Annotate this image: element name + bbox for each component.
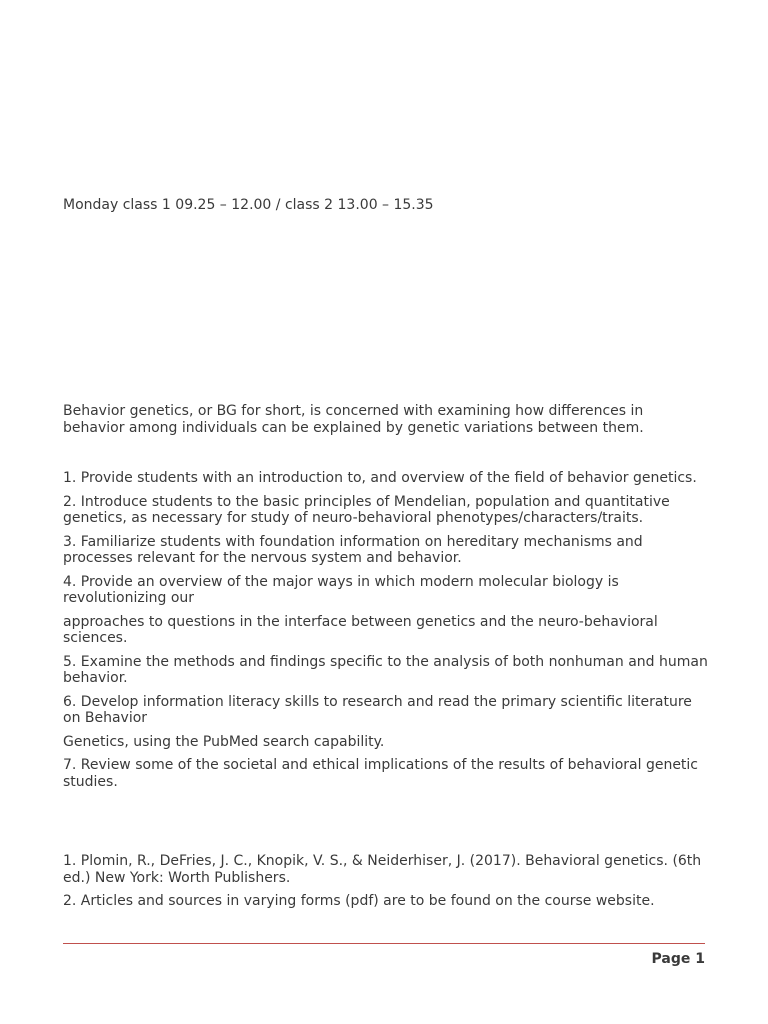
objective-item: Genetics, using the PubMed search capability. — [63, 733, 385, 750]
objective-item: 3. Familiarize students with foundation information on hereditary mechanisms and processes relevant for the nervous system and behavior. — [63, 533, 643, 566]
reference-item: 2. Articles and sources in varying forms (pdf) are to be found on the course website. — [63, 893, 655, 909]
objectives-list — [63, 470, 708, 797]
objective-item: 4. Provide an overview of the major ways in which modern molecular biology is revolutionizing our — [63, 573, 619, 606]
objective-item: 5. Examine the methods and findings specific to the analysis of both nonhuman and human behavior. — [63, 653, 708, 686]
objective-item: 1. Provide students with an introduction to, and overview of the field of behavior genetics. — [63, 470, 697, 486]
footer-divider — [63, 943, 705, 944]
references-list — [63, 853, 708, 917]
objective-item: 7. Review some of the societal and ethical implications of the results of behavioral genetic studies. — [63, 757, 699, 790]
reference-item: 1. Plomin, R., DeFries, J. C., Knopik, V. S., & Neiderhiser, J. (2017). Behavioral genetics. (6th ed.) New York: Worth Publishers. — [63, 853, 702, 886]
page-number: Page 1 — [651, 951, 705, 967]
objective-item: approaches to questions in the interface between genetics and the neuro-behavioral sciences. — [63, 613, 658, 646]
course-description: Behavior genetics, or BG for short, is concerned with examining how differences in behavior among individuals can be explained by genetic variations between them. — [63, 403, 644, 436]
class-schedule: Monday class 1 09.25 – 12.00 / class 2 13.00 – 15.35 — [63, 197, 434, 213]
objective-item: 2. Introduce students to the basic principles of Mendelian, population and quantitative genetics, as necessary for study of neuro-behavioral phenotypes/characters/traits. — [63, 493, 670, 526]
objective-item: 6. Develop information literacy skills to research and read the primary scientific literature on Behavior — [63, 693, 692, 726]
